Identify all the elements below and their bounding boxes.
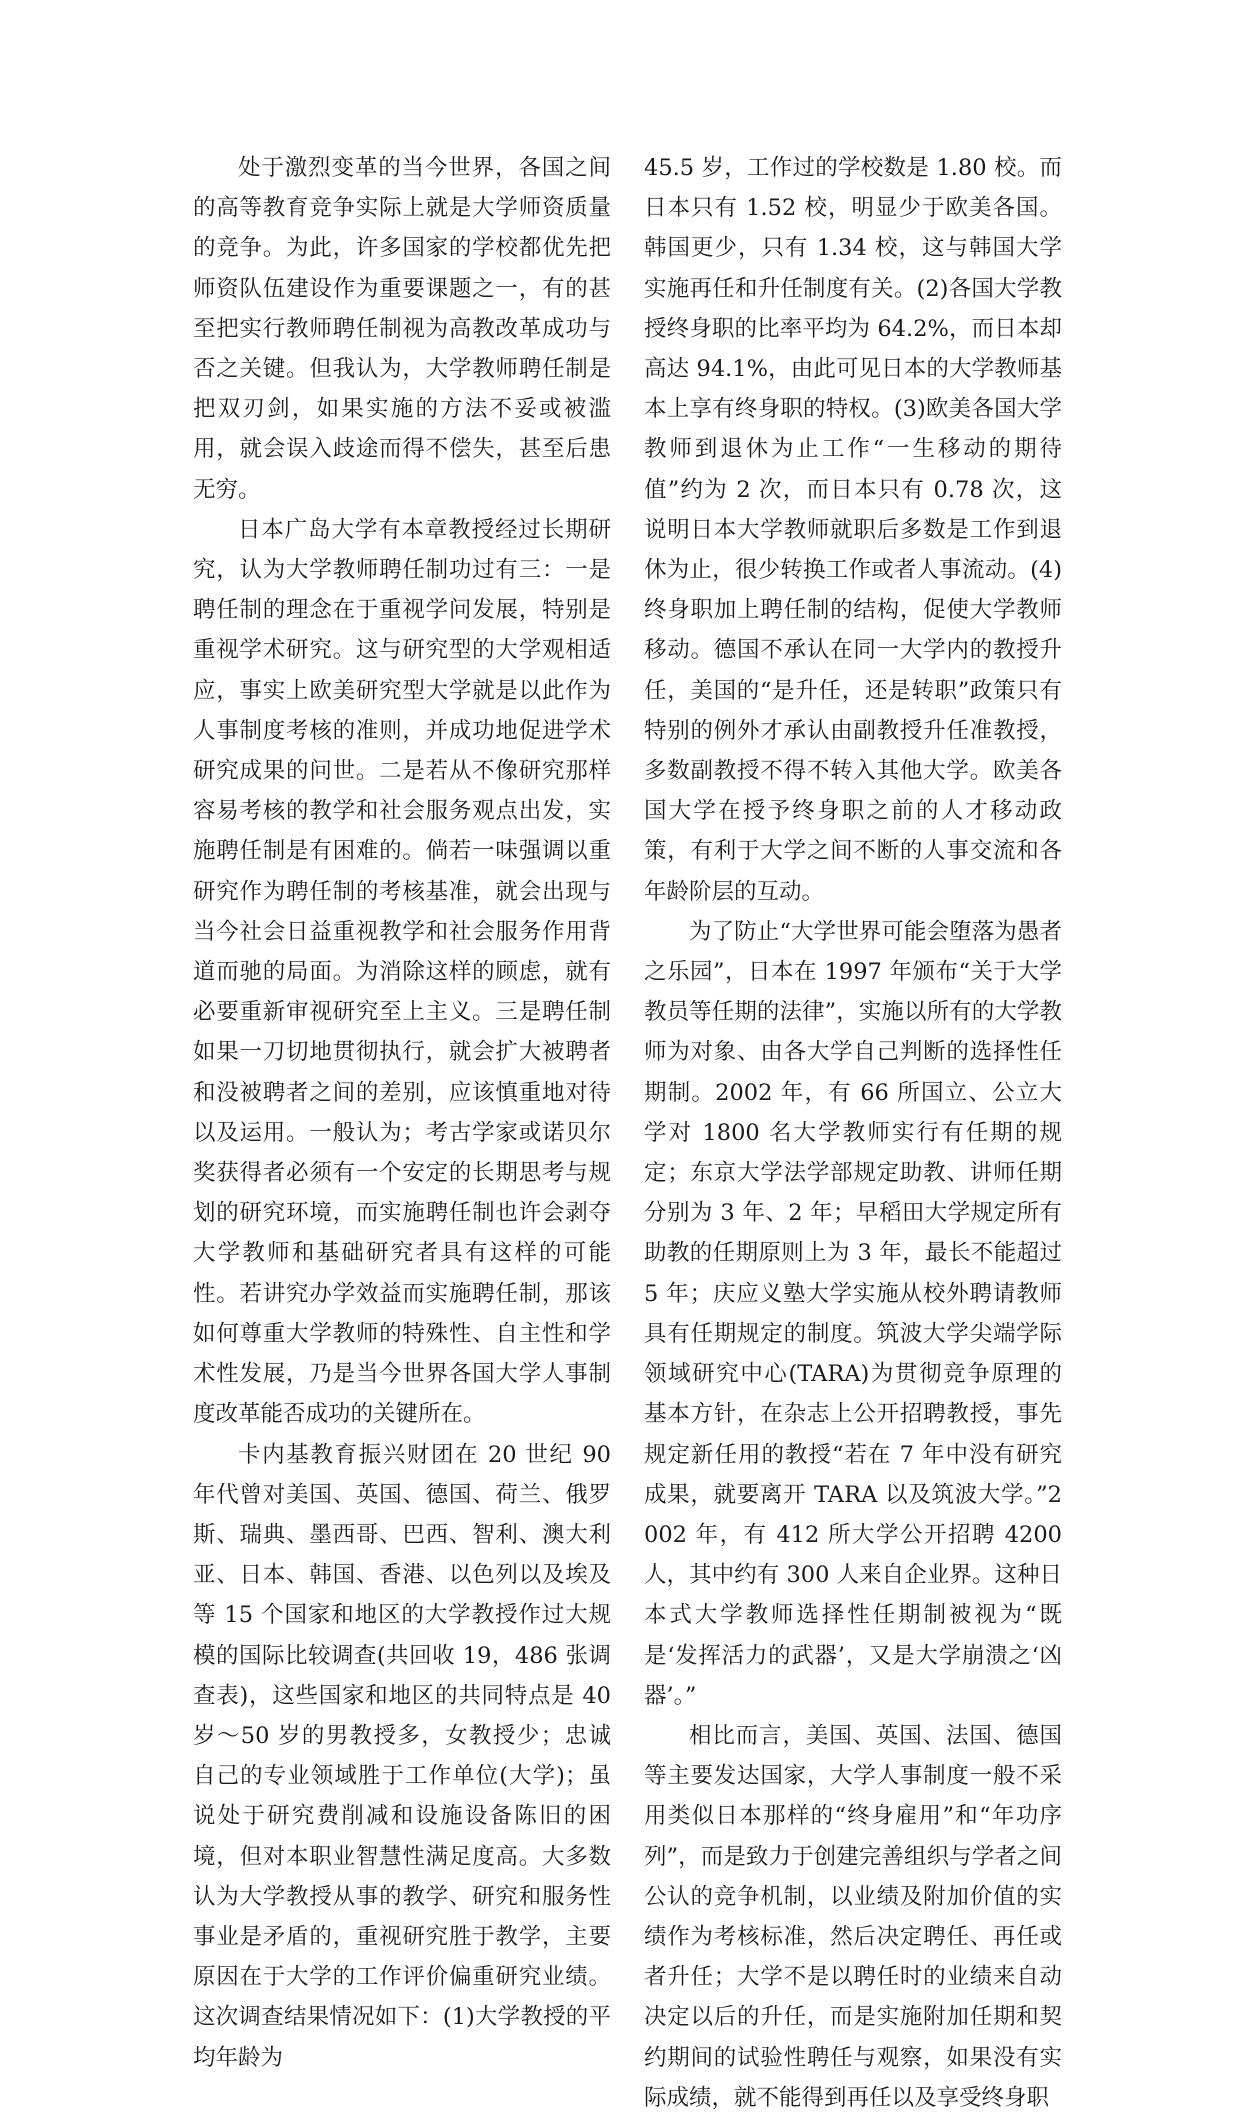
paragraph-survey-results-continued: 45.5 岁，工作过的学校数是 1.80 校。而日本只有 1.52 校，明显少于欧美各国。韩国更少，只有 1.34 校，这与韩国大学实施再任和升任制度有关。(2)各国大学教授终身职的比率平均为 64.2%，而日本却高达 94.1%，由此可见日本的大学教师基本上享有终身职的特权。(3)欧美各国大学教师到退休为止工作“一生移动的期待值”约为 2 次，而日本只有 0.78 次，这说明日本大学教师就职后多数是工作到退休为止，很少转换工作或者人事流动。(4)终身职加上聘任制的结构，促使大学教师移动。德国不承认在同一大学内的教授升任，美国的“是升任，还是转职”政策只有特别的例外才承认由副教授升任准教授，多数副教授不得不转入其他大学。欧美各国大学在授予终身职之前的人才移动政策，有利于大学之间不断的人事交流和各年龄阶层的互动。 [644, 155, 1062, 905]
left-text-column [193, 148, 611, 2078]
paragraph-hiroshima-research: 日本广岛大学有本章教授经过长期研究，认为大学教师聘任制功过有三：一是聘任制的理念在于重视学问发展，特别是重视学术研究。这与研究型的大学观相适应，事实上欧美研究型大学就是以此作为人事制度考核的准则，并成功地促进学术研究成果的问世。二是若从不像研究那样容易考核的教学和社会服务观点出发，实施聘任制是有困难的。倘若一味强调以重研究作为聘任制的考核基准，就会出现与当今社会日益重视教学和社会服务作用背道而驰的局面。为消除这样的顾虑，就有必要重新审视研究至上主义。三是聘任制如果一刀切地贯彻执行，就会扩大被聘者和没被聘者之间的差别，应该慎重地对待以及运用。一般认为；考古学家或诺贝尔奖获得者必须有一个安定的长期思考与规划的研究环境，而实施聘任制也许会剥夺大学教师和基础研究者具有这样的可能性。若讲究办学效益而实施聘任制，那该如何尊重大学教师的特殊性、自主性和学术性发展，乃是当今世界各国大学人事制度改革能否成功的关键所在。 [193, 516, 611, 1428]
paragraph-intro: 处于激烈变革的当今世界，各国之间的高等教育竞争实际上就是大学师资质量的竞争。为此，许多国家的学校都优先把师资队伍建设作为重要课题之一，有的甚至把实行教师聘任制视为高教改革成功与否之关键。但我认为，大学教师聘任制是把双刃剑，如果实施的方法不妥或被滥用，就会误入歧途而得不偿失，甚至后患无穷。 [193, 155, 611, 503]
paragraph-western-comparison: 相比而言，美国、英国、法国、德国等主要发达国家，大学人事制度一般不采用类似日本那样的“终身雇用”和“年功序列”，而是致力于创建完善组织与学者之间公认的竞争机制，以业绩及附加价值的实绩作为考核标准，然后决定聘任、再任或者升任；大学不是以聘任时的业绩来自动决定以后的升任，而是实施附加任期和契约期间的试验性聘任与观察，如果没有实际成绩，就不能得到再任以及享受终身职 [644, 1722, 1062, 2111]
paragraph-japan-term-system: 为了防止“大学世界可能会堕落为愚者之乐园”，日本在 1997 年颁布“关于大学教员等任期的法律”，实施以所有的大学教师为对象、由各大学自己判断的选择性任期制。2002 年，有 66 所国立、公立大学对 1800 名大学教师实行有任期的规定；东京大学法学部规定助教、讲师任期分别为 3 年、2 年；早稻田大学规定所有助教的任期原则上为 3 年，最长不能超过 5 年；庆应义塾大学实施从校外聘请教师具有任期规定的制度。筑波大学尖端学际领域研究中心(TARA)为贯彻竞争原理的基本方针，在杂志上公开招聘教授，事先规定新任用的教授“若在 7 年中没有研究成果，就要离开 TARA 以及筑波大学。”2002 年，有 412 所大学公开招聘 4200 人，其中约有 300 人来自企业界。这种日本式大学教师选择性任期制被视为“既是‘发挥活力的武器’，又是大学崩溃之‘凶器’。” [644, 918, 1062, 1709]
paragraph-carnegie-survey: 卡内基教育振兴财团在 20 世纪 90 年代曾对美国、英国、德国、荷兰、俄罗斯、瑞典、墨西哥、巴西、智利、澳大利亚、日本、韩国、香港、以色列以及埃及等 15 个国家和地区的大学教授作过大规模的国际比较调查(共回收 19，486 张调查表)，这些国家和地区的共同特点是 40 岁～50 岁的男教授多，女教授少；忠诚自己的专业领域胜于工作单位(大学)；虽说处于研究费削减和设施设备陈旧的困境，但对本职业智慧性满足度高。大多数认为大学教授从事的教学、研究和服务性事业是矛盾的，重视研究胜于教学，主要原因在于大学的工作评价偏重研究业绩。这次调查结果情况如下：(1)大学教授的平均年龄为 [193, 1441, 611, 2071]
right-text-column [644, 148, 1062, 2118]
